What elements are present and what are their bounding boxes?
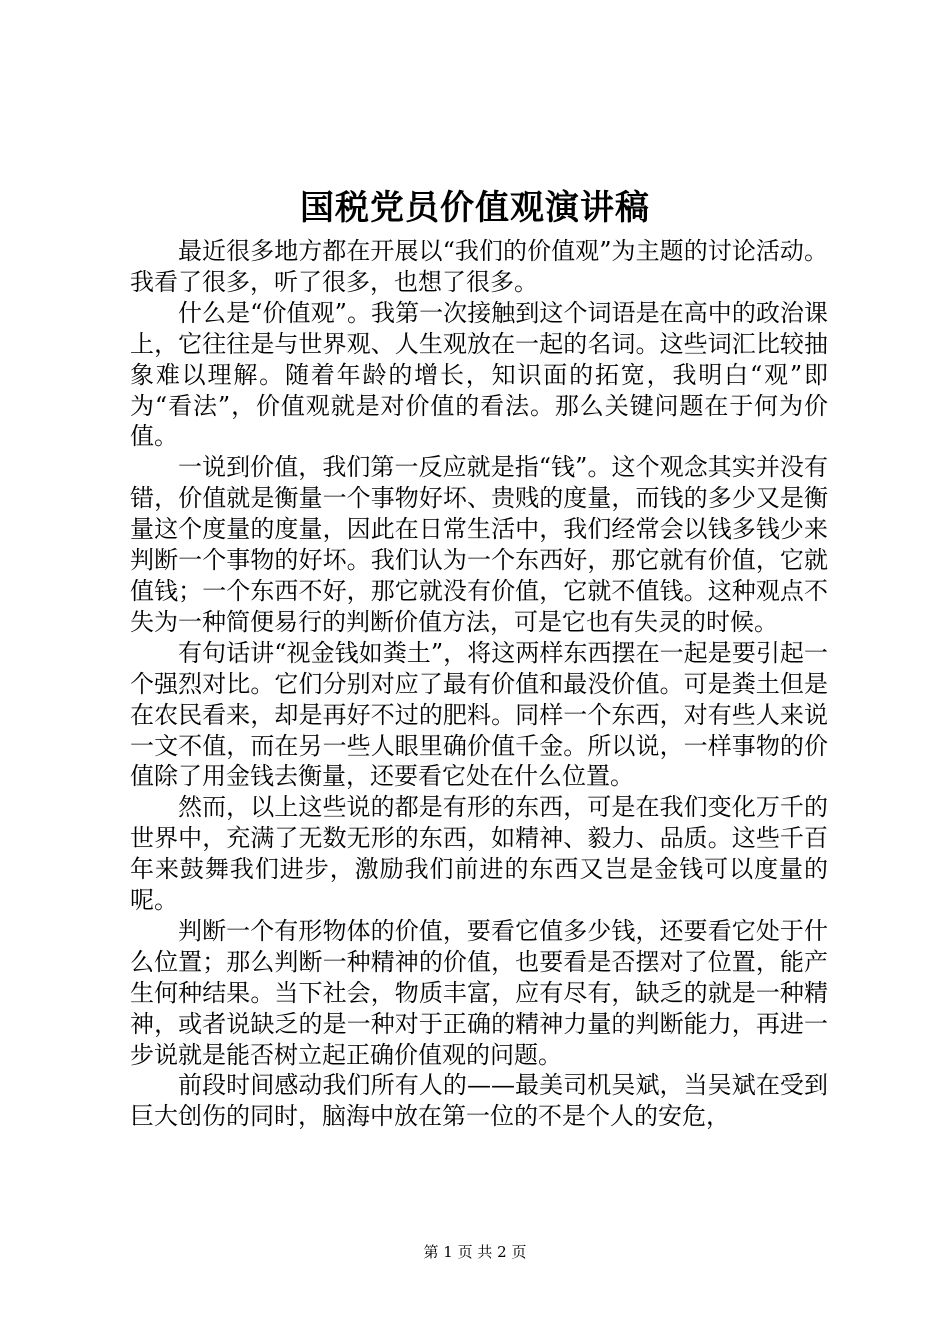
paragraph: 有句话讲“视金钱如粪土”，将这两样东西摆在一起是要引起一个强烈对比。它们分别对应了最有价值和最没价值。可是粪土但是在农民看来，却是再好不过的肥料。同样一个东西，对有些人来说一文不值，而在另一些人眼里确价值千金。所以说，一样事物的价值除了用金钱去衡量，还要看它处在什么位置。 bbox=[130, 638, 828, 791]
paragraph: 一说到价值，我们第一反应就是指“钱”。这个观念其实并没有错，价值就是衡量一个事物好坏、贵贱的度量，而钱的多少又是衡量这个度量的度量，因此在日常生活中，我们经常会以钱多钱少来判断一个事物的好坏。我们认为一个东西好，那它就有价值，它就值钱；一个东西不好，那它就没有价值，它就不值钱。这种观点不失为一种简便易行的判断价值方法，可是它也有失灵的时候。 bbox=[130, 453, 828, 636]
paragraph: 前段时间感动我们所有人的——最美司机吴斌，当吴斌在受到巨大创伤的同时，脑海中放在第一位的不是个人的安危， bbox=[130, 1071, 828, 1131]
paragraph: 判断一个有形物体的价值，要看它值多少钱，还要看它处于什么位置；那么判断一种精神的价值，也要看是否摆对了位置，能产生何种结果。当下社会，物质丰富，应有尽有，缺乏的就是一种精神，或者说缺乏的是一种对于正确的精神力量的判断能力，再进一步说就是能否树立起正确价值观的问题。 bbox=[130, 916, 828, 1069]
paragraph: 最近很多地方都在开展以“我们的价值观”为主题的讨论活动。我看了很多，听了很多，也想了很多。 bbox=[130, 237, 828, 296]
document-body bbox=[130, 236, 828, 1132]
page-number-footer: 第 1 页 共 2 页 bbox=[423, 1243, 527, 1261]
document-title: 国税党员价值观演讲稿 bbox=[300, 188, 650, 228]
paragraph: 什么是“价值观”。我第一次接触到这个词语是在高中的政治课上，它往往是与世界观、人生观放在一起的名词。这些词汇比较抽象难以理解。随着年龄的增长，知识面的拓宽，我明白“观”即为“看法”，价值观就是对价值的看法。那么关键问题在于何为价值。 bbox=[130, 298, 828, 451]
paragraph: 然而，以上这些说的都是有形的东西，可是在我们变化万千的世界中，充满了无数无形的东西，如精神、毅力、品质。这些千百年来鼓舞我们进步，激励我们前进的东西又岂是金钱可以度量的呢。 bbox=[130, 793, 828, 915]
